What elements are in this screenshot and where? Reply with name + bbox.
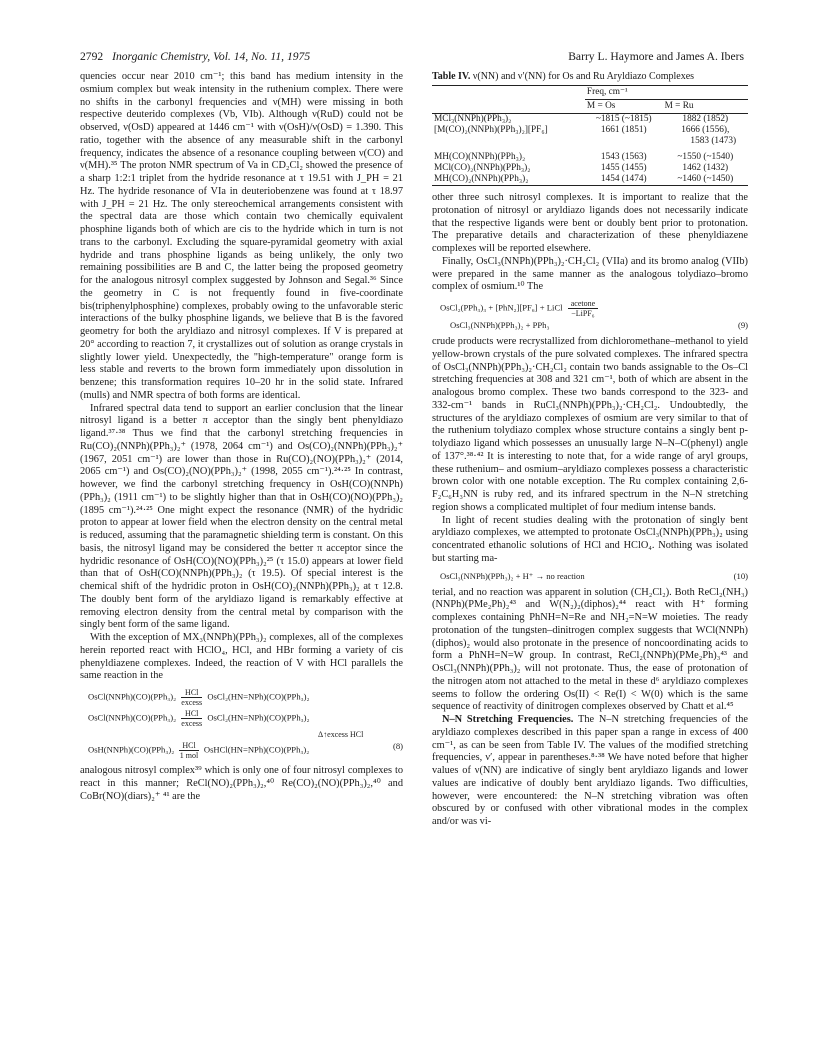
eq8-l3-arrow-bot: 1 mol bbox=[179, 751, 199, 760]
eq8-l1-reactant: OsCl(NNPh)(CO)(PPh₃)₂ bbox=[88, 691, 177, 702]
section-heading: N–N Stretching Frequencies. bbox=[442, 714, 574, 725]
eq8-l1-arrow bbox=[181, 688, 202, 707]
eq8-l2-arrow-bot: excess bbox=[181, 719, 203, 728]
table-header-ru: M = Ru bbox=[663, 100, 748, 114]
header-authors: Barry L. Haymore and James A. Ibers bbox=[568, 50, 744, 63]
table-cell-compound: MCl₃(NNPh)(PPh₃)₂ bbox=[434, 114, 512, 124]
right-paragraph-5: terial, and no reaction was apparent in solution (CH₂Cl₂). Both ReCl₂(NH₃)(NNPh)(PMe₂Ph)₂⁴³ and W(N₂)₂(diphos)₂⁴⁴ react with H⁺ forming complexes containing PhNH=N=Re and NH₂=N=W moieties. The ready protonation of the tungsten–dinitrogen complex suggests that WCl(NNPh)(diphos)₂ would also protonate in the presence of noncoordinating acids to form a PhNH=N=W group. In contrast, ReCl₂(NNPh)(PMe₂Ph)₃⁴³ and OsCl₃(NNPh)(PPh₃)₂ will not protonate. Thus, the ease of protonation of the nitrogen atom not attached to the metal in these d⁶ aryldiazo complexes seems to follow the ordering Os(II) < Re(I) < W(0) which is the same sequence of reactivity of dinitrogen complexes observed by Chatt et al.⁴⁵ bbox=[432, 586, 748, 713]
table-iv-label: Table IV. bbox=[432, 71, 471, 82]
right-paragraph-4: In light of recent studies dealing with the protonation of singly bent aryldiazo complexes, we attempted to protonate OsCl₃(NNPh)(PPh₃)₂ using concentrated ethanolic solutions of HCl and HClO₄. Nothing was isolated but starting ma- bbox=[432, 514, 748, 564]
table-cell-ru: 1462 (1432) bbox=[682, 163, 729, 173]
table-cell-compound: MCl(CO)₂(NNPh)(PPh₃)₂ bbox=[434, 163, 531, 173]
eq8-l3-arrow-top: HCl bbox=[179, 741, 198, 751]
eq8-l2-arrow bbox=[181, 709, 202, 728]
table-row bbox=[432, 174, 748, 186]
table-cell-os: 1543 (1563) bbox=[600, 152, 647, 162]
table-cell-os: 1455 (1455) bbox=[600, 163, 647, 173]
table-header-os: M = Os bbox=[585, 100, 663, 114]
table-cell-os: 1454 (1474) bbox=[585, 174, 663, 186]
table-cell-os: 1661 (1851) bbox=[600, 125, 647, 135]
table-row bbox=[432, 152, 748, 163]
eq8-l2-reactant: OsCl(NNPh)(CO)(PPh₃)₂ bbox=[88, 712, 177, 723]
right-paragraph-6 bbox=[432, 714, 748, 829]
eq8-l2-arrow-top: HCl bbox=[181, 709, 202, 719]
eq8-l3-product: OsHCl(HN=NPh)(CO)(PPh₃)₂ bbox=[203, 744, 310, 755]
left-paragraph-3: With the exception of MX₃(NNPh)(PPh₃)₂ complexes, all of the complexes herein reported react with HClO₄, HCl, and HBr forming a variety of cis phenyldiazene complexes. Indeed, the reaction of V with HCl parallels the same reaction in the bbox=[80, 632, 403, 682]
table-cell-ru: ~1460 (~1450) bbox=[663, 174, 748, 186]
table-cell-compound: MH(CO)₂(NNPh)(PPh₃)₂ bbox=[432, 174, 585, 186]
eq9-products: OsCl₃(NNPh)(PPh₃)₂ + PPh₃ bbox=[450, 320, 550, 330]
table-cell-compound: [M(CO)₂(NNPh)(PPh₃)₂][PF₆] bbox=[434, 125, 548, 135]
left-paragraph-4: analogous nitrosyl complex³⁹ which is only one of four nitrosyl complexes to react in this manner; ReCl(NO)₂(PPh₃)₂,⁴⁰ Re(CO)₂(NO)(PPh₃)₂,⁴⁰ and CoBr(NO)(diars)₂⁺ ⁴¹ are the bbox=[80, 765, 403, 802]
table-iv-caption bbox=[432, 71, 748, 83]
eq8-l2-product: OsCl₂(HN=NPh)(CO)(PPh₃)₂ bbox=[207, 712, 310, 723]
running-header bbox=[80, 50, 744, 66]
eq9-reactants: OsCl₂(PPh₃)₃ + [PhN₂][PF₆] + LiCl bbox=[440, 302, 563, 313]
equation-9-line-2 bbox=[450, 320, 748, 331]
table-iv bbox=[432, 85, 748, 186]
eq8-l1-product: OsCl₂(HN=NPh)(CO)(PPh₃)₂ bbox=[207, 691, 310, 702]
right-paragraph-1: other three such nitrosyl complexes. It is important to realize that the protonation of nitrosyl or aryldiazo ligands does not necessarily indicate that the respective ligands were bent or doubly bent prior to protonation. The preparative details and characterization of these phenyldiazene complexes will be reported elsewhere. bbox=[432, 192, 748, 254]
eq9-arrow-bot: −LiPF₆ bbox=[571, 309, 595, 318]
table-cell-ru: 1882 (1852) bbox=[682, 114, 729, 124]
table-cell-compound: MH(CO)(NNPh)(PPh₃)₂ bbox=[434, 152, 526, 162]
eq8-l1-arrow-bot: excess bbox=[181, 698, 203, 707]
right-column bbox=[432, 71, 748, 829]
equation-9 bbox=[440, 299, 748, 331]
eq9-arrow-top: acetone bbox=[568, 299, 598, 309]
equation-8-line-3 bbox=[88, 741, 403, 760]
equation-8-number: (8) bbox=[392, 741, 403, 751]
page-number: 2792 bbox=[80, 50, 104, 63]
eq9-arrow bbox=[568, 299, 598, 318]
equation-10-number: (10) bbox=[733, 570, 748, 581]
table-cell-os bbox=[585, 136, 663, 147]
equation-10 bbox=[440, 571, 748, 582]
table-row bbox=[432, 114, 748, 126]
table-row bbox=[432, 136, 748, 147]
table-cell-os: ~1815 (~1815) bbox=[595, 114, 652, 124]
table-row bbox=[432, 125, 748, 136]
equation-8-line-2 bbox=[88, 709, 403, 728]
eq8-l1-arrow-top: HCl bbox=[181, 688, 202, 698]
right-paragraph-3: crude products were recrystallized from dichloromethane–methanol to yield yellow-brown crystals of the pure solvated complexes. The infrared spectra of OsCl₃(NNPh)(PPh₃)₂·CH₂Cl₂ contain two bands assignable to the Os–Cl stretching frequencies at 308 and 321 cm⁻¹, both of which are absent in the analogous bromo complex. These two bands correspond to the 323- and 332-cm⁻¹ bands in RuCl₃(NNPh)(PPh₃)₂·CH₂Cl₂. Undoubtedly, the structures of the aryldiazo complexes of osmium are very similar to that of the ruthenium tolydiazo complex whose structure contains a singly bent p-tolydiazo ligand which possesses an unusually large N–N–C(phenyl) angle of 137°.³⁸·⁴² It is interesting to note that, for a wide range of aryl groups, these ruthenium– and osmium–aryldiazo complexes possess a characteristic brown color with one notable exception. The Ru complex containing 2,6-F₂C₆H₃NN is ruby red, and its infrared spectrum in the N–N stretching region shows a complicated multiplet of four medium intense bands. bbox=[432, 336, 748, 513]
left-paragraph-2: Infrared spectral data tend to support an earlier conclusion that the linear nitrosyl ligand is a better π acceptor than the singly bent phenyldiazo ligand.³⁷·³⁸ Thus we find that the carbonyl stretching frequencies in Ru(CO)₂(NNPh)(PPh₃)₂⁺ (1978, 2064 cm⁻¹) and Os(CO)₂(NNPh)(PPh₃)₂⁺ (1967, 2051 cm⁻¹) are lower than those in Ru(CO)₂(NO)(PPh₃)₂⁺ (2014, 2065 cm⁻¹) and Os(CO)₂(NO)(PPh₃)₂⁺ (1998, 2055 cm⁻¹).²⁴·²⁵ In contrast, however, we find the carbonyl stretching frequency in OsH(CO)(NNPh)(PPh₃)₂ (1911 cm⁻¹) to be slightly higher than that in OsH(CO)(NO)(PPh₃)₂ (1895 cm⁻¹).²⁴·²⁵ One might expect the resonance (NMR) of the hydridic proton to appear at lower field when the electron density on the central metal is reduced, assuming that the paramagnetic shielding term is constant. On this basis, the nitrosyl ligand may be considered the better π acceptor since the hydridic resonance of OsH(CO)(NO)(PPh₃)₂²⁵ (τ 15.0) appears at lower field than that of OsH(CO)(NNPh)(PPh₃)₂ (τ 19.5). Of special interest is the chemical shift of the hydridic proton in OsH(CO)₂(NNPh)(PPh₃)₂ at τ 12.8. The doubly bent form of the aryldiazo ligand is remarkably effective at removing electron density from the central metal by comparison with the singly bent form of the same ligand. bbox=[80, 402, 403, 631]
left-paragraph-1: quencies occur near 2010 cm⁻¹; this band has medium intensity in the osmium complex but weak intensity in the ruthenium complex. There were no shifts in the carbonyl frequencies and ν(MH) were missing in both respective deuterido complexes (Vb, VIb). Although ν(RuD) could not be observed, ν(OsD) appeared at 1446 cm⁻¹ with ν(OsH)/ν(OsD) = 1.390. This ratio, together with the absence of any measurable shift in the carbonyl frequency, indicates the absence of a resonance coupling between ν(CO) and ν(MH).³⁵ The proton NMR spectrum of Va in CD₂Cl₂ showed the presence of a sharp 1:2:1 triplet from the hydride resonance at τ 19.51 with J_PH = 21 Hz. The hydride resonance of VIa in deuteriobenzene was found at τ 18.97 with J_PH = 21 Hz. The only stereochemical arrangements consistent with the spectral data are those which contain two chemically equivalent phosphine ligands both of which are cis to the hydride which in turn is not trans to the carbonyl. Excluding the square-pyramidal geometry with axial hydride and trans phosphine ligands as being unlikely, the only two remaining possibilities are B and C, the latter being the proposed geometry for the analogous nitrosyl complex suggested by Johnson and Segal.³⁶ Since the geometry in C is not frequently found in five-coordinate bis(triphenylphosphine) complexes, probably owing to the unfavorable steric interactions of the bulky phosphine ligands, we believe that B is the favored geometry for both the aryldiazo and nitrosyl complexes. If V is prepared at 20° according to reaction 7, it crystallizes out of solution as orange crystals in slightly lower yield. Unexpectedly, the "high-temperature" orange form is less stable and reverts to the brown form immediately upon dissolution in benzene; this transformation requires 10–20 hr in the solid state. Infrared (mulls) and NMR spectra of both forms are identical. bbox=[80, 71, 403, 401]
equation-9-line-1 bbox=[440, 299, 748, 318]
eq8-l3-arrow bbox=[179, 741, 198, 760]
table-header-compound bbox=[432, 86, 585, 100]
table-cell-compound bbox=[432, 136, 585, 147]
table-iv-title: ν(NN) and ν′(NN) for Os and Ru Aryldiazo Complexes bbox=[472, 71, 695, 82]
journal-citation: Inorganic Chemistry, Vol. 14, No. 11, 1975 bbox=[112, 50, 311, 63]
eq8-l3-reactant: OsH(NNPh)(CO)(PPh₃)₂ bbox=[88, 744, 175, 755]
right-paragraph-2: Finally, OsCl₃(NNPh)(PPh₃)₂·CH₂Cl₂ (VIIa) and its bromo analog (VIIb) were prepared in the same manner as the analogous tolydiazo–bromo complex of osmium.¹⁰ The bbox=[432, 255, 748, 293]
right-paragraph-6-body: The N–N stretching frequencies of the aryldiazo complexes described in this paper span a range in excess of 400 cm⁻¹, as can be seen from Table IV. The values of the modified stretching frequencies, ν′, appear in parentheses.⁸·³⁸ We have noted before that higher values of ν(NN) are indicative of singly bent aryldiazo ligands and lower values are indicative of doubly bent aryldiazo ligands. Two difficulties, however, were encountered: the N–N stretching vibration was often obscured by or confused with other vibrational modes in the complex and/or was vi- bbox=[432, 714, 748, 827]
header-left bbox=[80, 50, 310, 63]
table-row bbox=[432, 163, 748, 174]
eq10-text: OsCl₃(NNPh)(PPh₃)₂ + H⁺ → no reaction bbox=[440, 570, 585, 581]
equation-8-line-1 bbox=[88, 688, 403, 707]
table-cell-ru: 1583 (1473) bbox=[690, 136, 737, 146]
eq8-vertical-arrow: Δ↑excess HCl bbox=[318, 730, 364, 739]
equation-8 bbox=[88, 688, 403, 760]
table-header-freq: Freq, cm⁻¹ bbox=[585, 86, 748, 100]
left-column bbox=[80, 71, 403, 803]
equation-9-number: (9) bbox=[737, 320, 748, 330]
table-cell-ru: ~1550 (~1540) bbox=[677, 152, 734, 162]
table-cell-ru: 1666 (1556), bbox=[681, 125, 730, 135]
